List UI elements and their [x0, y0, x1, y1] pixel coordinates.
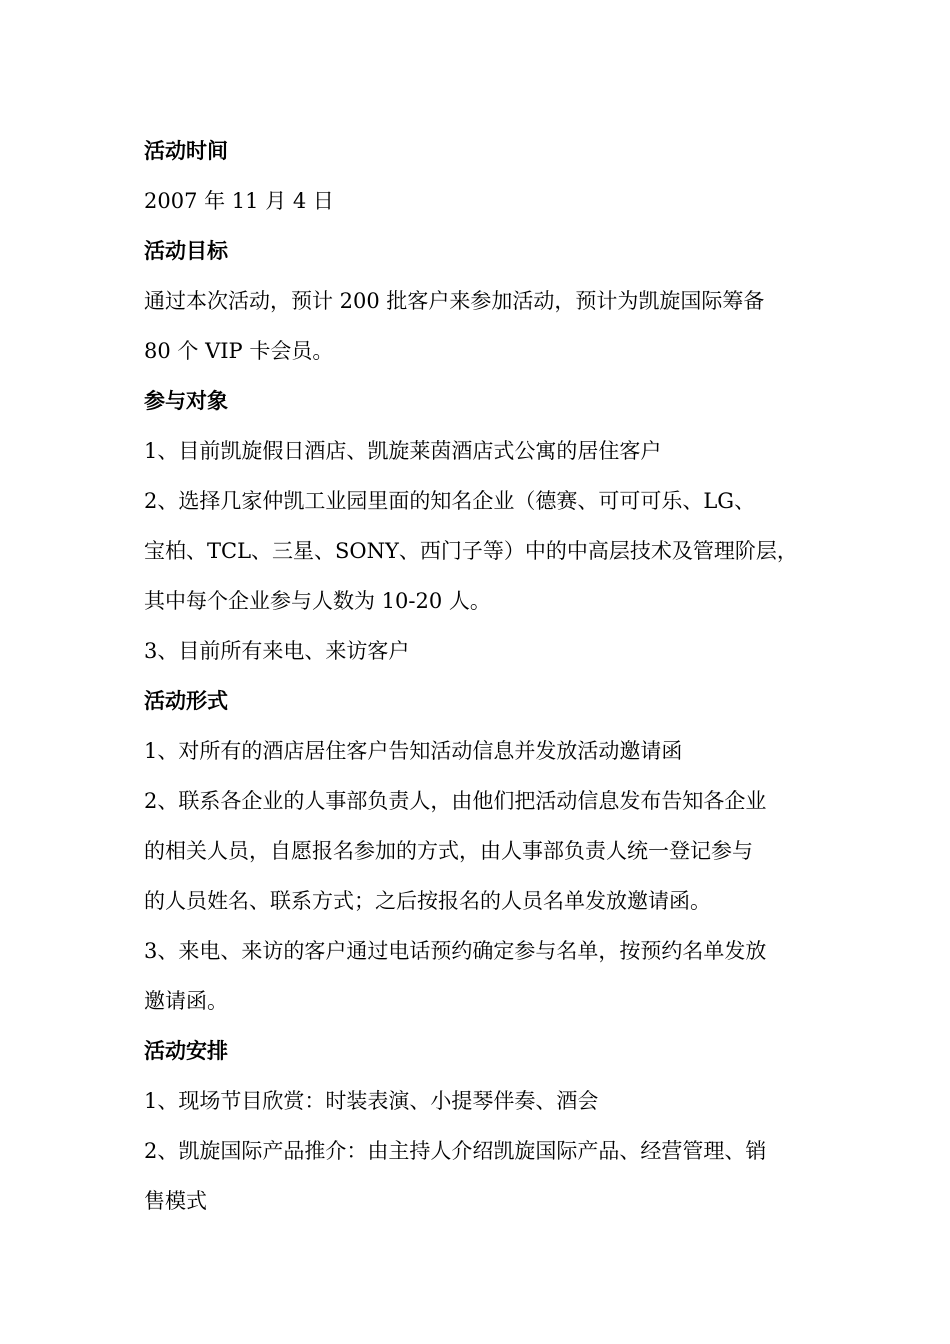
section-heading-activity-goal: 活动目标: [144, 239, 228, 263]
section-heading-activity-time: 活动时间: [144, 139, 228, 163]
participants-line: 2、选择几家仲凯工业园里面的知名企业（德赛、可可可乐、LG、: [144, 489, 756, 513]
participants-line: 其中每个企业参与人数为 10-20 人。: [144, 589, 491, 613]
schedule-line: 1、现场节目欣赏：时装表演、小提琴伴奏、酒会: [144, 1089, 599, 1113]
section-heading-activity-format: 活动形式: [144, 689, 228, 713]
format-line: 邀请函。: [144, 989, 228, 1013]
section-heading-participants: 参与对象: [144, 389, 228, 413]
participants-line: 1、目前凯旋假日酒店、凯旋莱茵酒店式公寓的居住客户: [144, 439, 662, 463]
section-heading-activity-schedule: 活动安排: [144, 1039, 228, 1063]
format-line: 的相关人员，自愿报名参加的方式，由人事部负责人统一登记参与: [144, 839, 753, 863]
schedule-line: 售模式: [144, 1189, 207, 1213]
goal-line: 80 个 VIP 卡会员。: [144, 339, 334, 363]
participants-line: 宝柏、TCL、三星、SONY、西门子等）中的中高层技术及管理阶层，: [144, 539, 798, 563]
schedule-line: 2、凯旋国际产品推介：由主持人介绍凯旋国际产品、经营管理、销: [144, 1139, 767, 1163]
participants-line: 3、目前所有来电、来访客户: [144, 639, 410, 663]
format-line: 2、联系各企业的人事部负责人，由他们把活动信息发布告知各企业: [144, 789, 767, 813]
activity-date: 2007 年 11 月 4 日: [144, 189, 334, 213]
format-line: 的人员姓名、联系方式；之后按报名的人员名单发放邀请函。: [144, 889, 711, 913]
format-line: 3、来电、来访的客户通过电话预约确定参与名单，按预约名单发放: [144, 939, 767, 963]
goal-line: 通过本次活动，预计 200 批客户来参加活动，预计为凯旋国际筹备: [144, 289, 765, 313]
document-body: [144, 126, 824, 1226]
format-line: 1、对所有的酒店居住客户告知活动信息并发放活动邀请函: [144, 739, 683, 763]
